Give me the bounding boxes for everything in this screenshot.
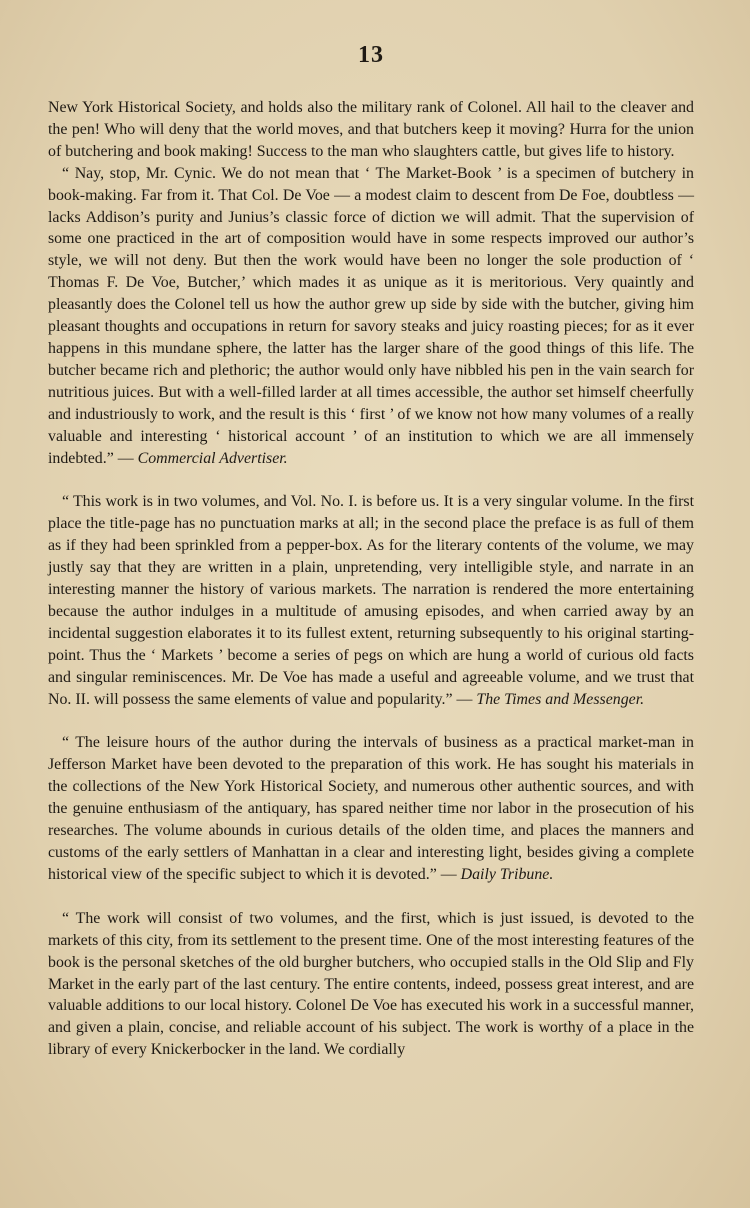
review-commercial-advertiser bbox=[48, 163, 694, 470]
citation-source: Commercial Advertiser. bbox=[137, 449, 288, 467]
citation-source: Daily Tribune. bbox=[460, 865, 554, 883]
citation-source: The Times and Messenger. bbox=[476, 690, 645, 708]
paragraph-continuation bbox=[48, 97, 694, 163]
paragraph-text: “ The leisure hours of the author during the intervals of business as a practical market-man in Jefferson Market have been devoted to the preparation of this work. He has sought his materials in the collections of the New York Historical Society, and numerous other authentic sources, and with the genuine enthusiasm of the antiquary, has spared neither time nor labor in the prosecution of his researches. The volume abounds in curious details of the olden time, and places the manners and customs of the early settlers of Manhattan in a clear and interesting light, besides giving a complete historical view of the specific subject to which it is devoted.” — bbox=[48, 734, 694, 883]
paragraph-text: “ The work will consist of two volumes, and the first, which is just issued, is devoted to the markets of this city, from its settlement to the present time. One of the most interesting features of the book is the personal sketches of the old burgher butchers, who occupied stalls in the Old Slip and Fly Market in the early part of the last century. The entire contents, indeed, possess great interest, and are valuable additions to our local history. Colonel De Voe has executed his work in a successful manner, and given a plain, concise, and reliable account of his subject. The work is worthy of a place in the library of every Knickerbocker in the land. We cordially bbox=[48, 909, 694, 1059]
paragraph-text: New York Historical Society, and holds also the military rank of Colonel. All hail to the cleaver and the pen! Who will deny that the world moves, and that butchers keep it moving? Hurra for the union of butchering and book making! Success to the man who slaughters cattle, but gives life to history. bbox=[48, 99, 694, 160]
paragraph-text: “ Nay, stop, Mr. Cynic. We do not mean that ‘ The Market-Book ’ is a specimen of butchery in book-making. Far from it. That Col. De Voe — a modest claim to descent from De Foe, doubtless — lacks Addison’s purity and Junius’s classic force of diction we will admit. That the supervision of some one practiced in the art of composition would have in some respects improved our author’s style, we will not deny. But then the work would have been no longer the sole production of ‘ Thomas F. De Voe, Butcher,’ which mades it as unique as it is meritorious. Very quaintly and pleasantly does the Colonel tell us how the author grew up side by side with the butcher, giving him pleasant thoughts and occupations in return for savory steaks and juicy roasting pieces; for as it ever happens in this mundane sphere, the latter has the larger share of the good things of this life. The butcher became rich and plethoric; the author would only have nibbled his pen in the vain search for nutritious juices. But with a well-filled larder at all times accessible, the author set himself cheerfully and industriously to work, and the result is this ‘ first ’ of we know not how many volumes of a really valuable and interesting ‘ historical account ’ of an institution to which we are all immensely indebted.” — bbox=[48, 164, 694, 467]
page-number: 13 bbox=[358, 42, 384, 68]
paragraph-text: “ This work is in two volumes, and Vol. No. I. is before us. It is a very singular volume. In the first place the title-page has no punctuation marks at all; in the second place the preface is as full of them as if they had been sprinkled from a pepper-box. As for the literary contents of the volume, we may justly say that they are written in a plain, unpretending, very intelligible style, and narrate in an interesting manner the history of various markets. The narration is rendered the more entertaining because the author indulges in a multitude of amusing episodes, and when carried away by an incidental suggestion elaborates it to its fullest extent, returning subsequently to his original starting-point. Thus the ‘ Markets ’ become a series of pegs on which are hung a world of curious old facts and singular reminiscences. Mr. De Voe has made a useful and agreeable volume, and we trust that No. II. will possess the same elements of value and popularity.” — bbox=[48, 493, 694, 708]
review-times-and-messenger bbox=[48, 491, 694, 710]
review-continued bbox=[48, 908, 694, 1061]
review-daily-tribune bbox=[48, 732, 694, 885]
